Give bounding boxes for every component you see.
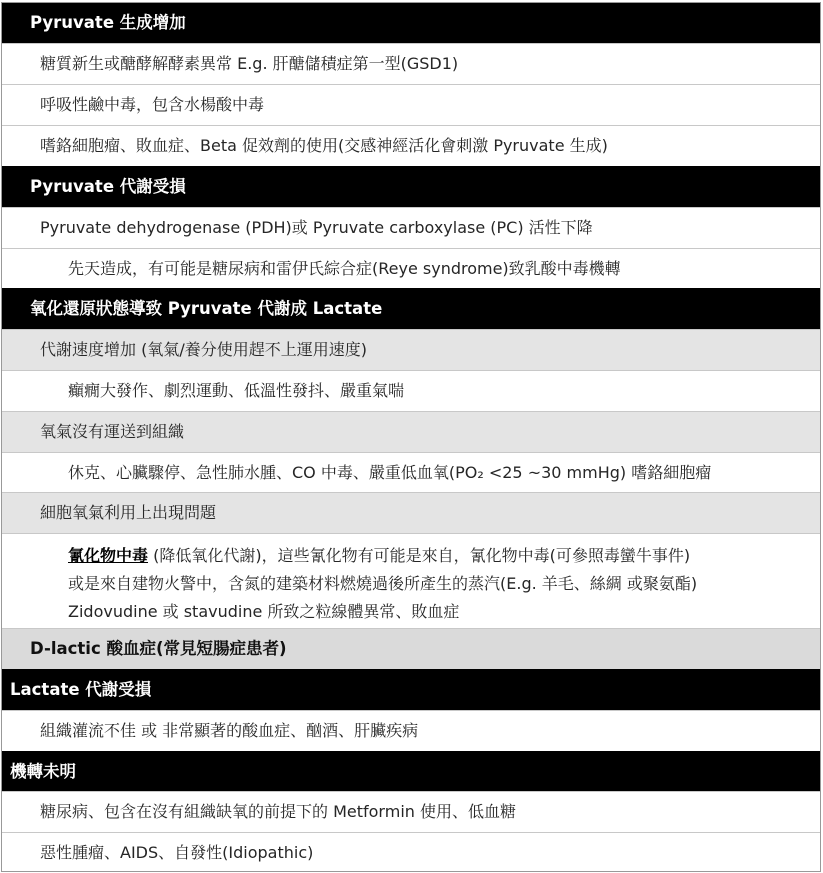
table-row	[1, 84, 821, 125]
row-text: 代謝速度增加 (氧氣/養分使用趕不上運用速度)	[40, 340, 367, 359]
row-text: 糖尿病、包含在沒有組織缺氧的前提下的 Metformin 使用、低血糖	[40, 802, 516, 821]
table-row	[1, 452, 821, 492]
row-text: 組織灌流不佳 或 非常顯著的酸血症、酗酒、肝臟疾病	[40, 721, 419, 740]
row-text: Pyruvate 生成增加	[30, 13, 186, 32]
table-row	[1, 248, 821, 288]
row-text: 惡性腫瘤、AIDS、自發性(Idiopathic)	[40, 842, 314, 862]
row-text: 細胞氧氣利用上出現問題	[40, 503, 217, 522]
row-text: 氧氣沒有運送到組織	[40, 422, 185, 441]
subcategory-row	[1, 492, 821, 533]
row-text: Pyruvate dehydrogenase (PDH)或 Pyruvate carboxylase (PC) 活性下降	[40, 218, 593, 237]
subcategory-row	[1, 411, 821, 452]
multiline-text	[68, 542, 697, 626]
table-row	[1, 125, 821, 166]
section-subheader-d-lactic	[1, 628, 821, 669]
table-row	[1, 207, 821, 248]
row-text: 氧化還原狀態導致 Pyruvate 代謝成 Lactate	[30, 299, 383, 318]
section-header-pyruvate-metabolism	[1, 166, 821, 207]
line-1-text: (降低氧化代謝)，這些氰化物有可能是來自，氰化物中毒(可參照毒蠻牛事件)	[148, 546, 691, 565]
line-2: 或是來自建物火警中，含氮的建築材料燃燒過後所產生的蒸汽(E.g. 羊毛、絲綢 或聚氨酯)	[68, 574, 698, 593]
row-text: 機轉未明	[10, 761, 76, 781]
table-row	[1, 43, 821, 84]
section-header-redox-state	[1, 288, 821, 329]
section-header-lactate-metabolism	[1, 669, 821, 710]
row-text: 呼吸性鹼中毒，包含水楊酸中毒	[40, 95, 265, 114]
row-text: Lactate 代謝受損	[10, 680, 152, 699]
row-text: 嗜鉻細胞瘤、敗血症、Beta 促效劑的使用(交感神經活化會刺激 Pyruvate 生成)	[40, 136, 608, 155]
row-text: 糖質新生或醣酵解酵素異常 E.g. 肝醣儲積症第一型(GSD1)	[40, 54, 459, 73]
table-row	[1, 370, 821, 411]
keyword-cyanide-poisoning: 氰化物中毒	[68, 546, 149, 565]
line-1	[68, 542, 697, 570]
row-text: D-lactic 酸血症(常見短腸症患者)	[30, 639, 287, 658]
table-row	[1, 710, 821, 751]
table-row	[1, 832, 821, 872]
multiline-row-cyanide	[1, 533, 821, 628]
row-text: 休克、心臟驟停、急性肺水腫、CO 中毒、嚴重低血氧(PO₂ <25 ~30 mmHg) 嗜鉻細胞瘤	[68, 462, 712, 482]
row-text: 先天造成，有可能是糖尿病和雷伊氏綜合症(Reye syndrome)致乳酸中毒機轉	[68, 258, 621, 278]
row-text: 癲癇大發作、劇烈運動、低溫性發抖、嚴重氣喘	[68, 381, 405, 400]
table-row	[1, 791, 821, 832]
line-3: Zidovudine 或 stavudine 所致之粒線體異常、敗血症	[68, 602, 460, 621]
section-header-pyruvate-production	[1, 2, 821, 43]
section-header-unknown-mechanism	[1, 751, 821, 791]
row-text: Pyruvate 代謝受損	[30, 177, 186, 196]
subcategory-row	[1, 329, 821, 370]
